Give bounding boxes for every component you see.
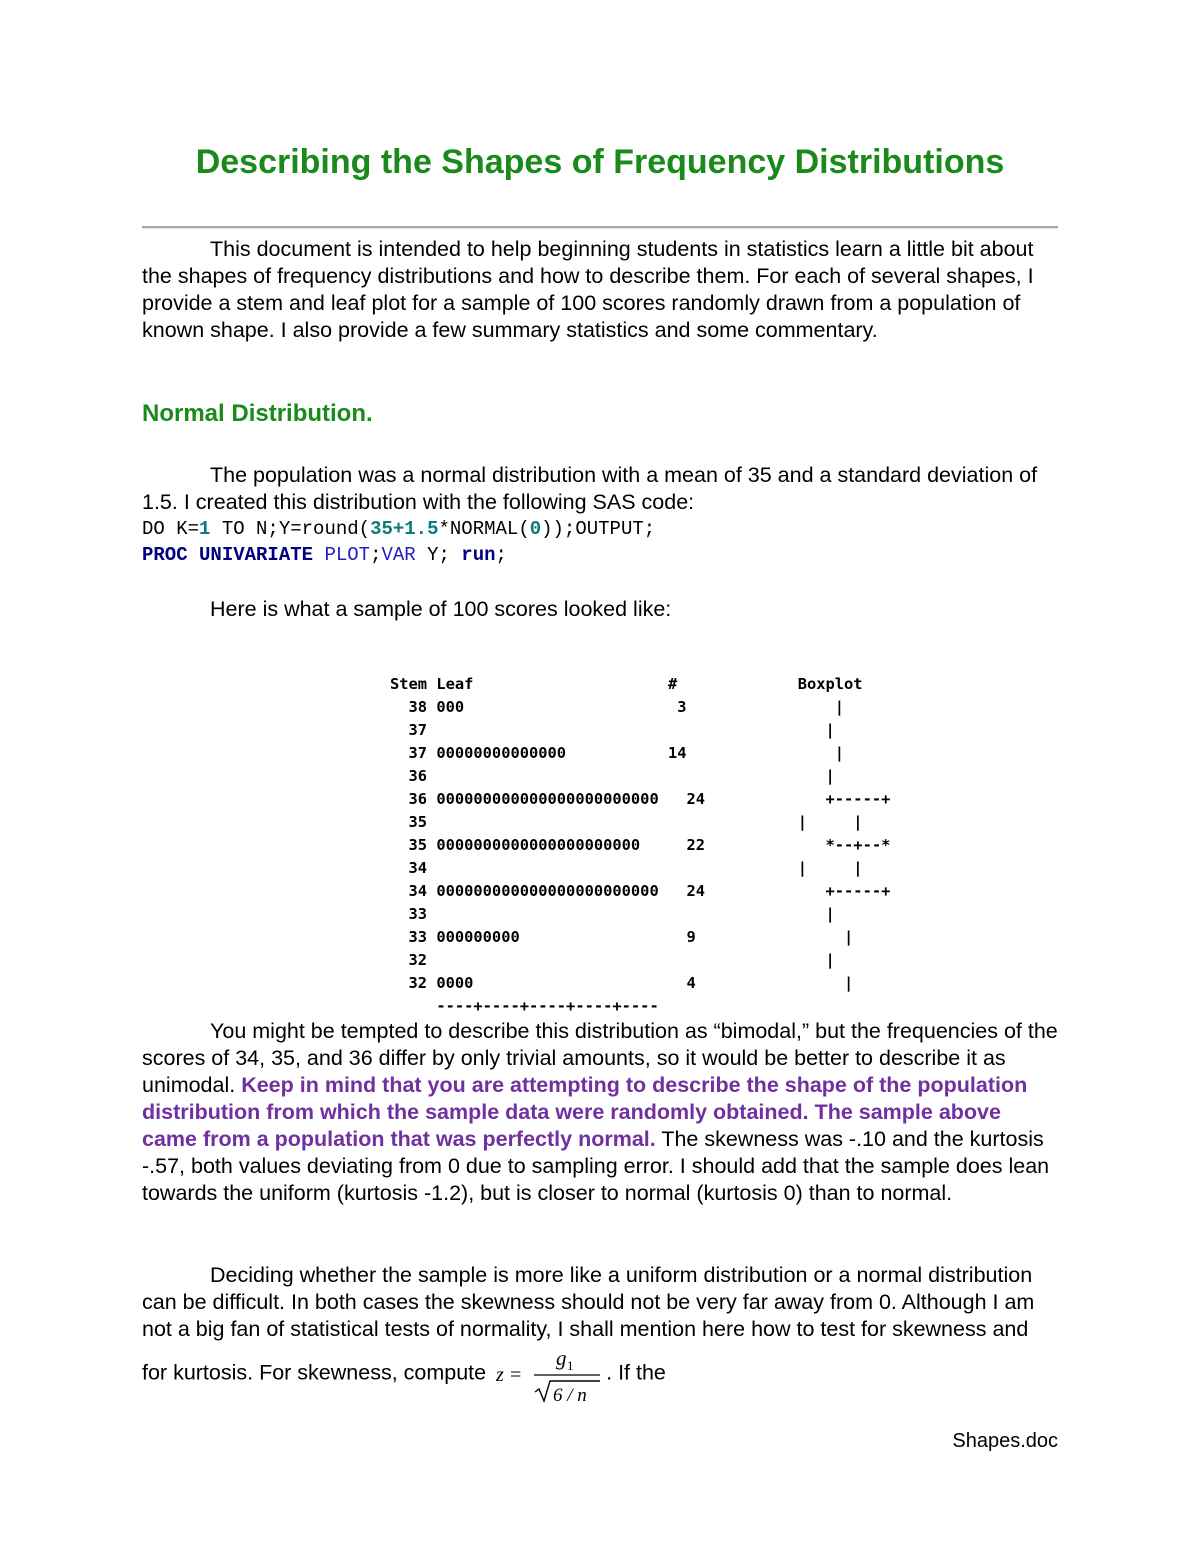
formula-lhs: z = xyxy=(496,1364,523,1386)
commentary-emphasis: Keep in mind that you are attempting to describe the shape of the population distribution from which the sample data were randomly obtained. The sample above came from a population that was perfectly normal. xyxy=(142,1073,1028,1151)
commentary-paragraph xyxy=(142,1018,1058,1207)
stem-leaf-row: 37 00000000000000 14 | xyxy=(390,744,845,762)
deciding-paragraph xyxy=(142,1262,1058,1405)
stem-leaf-axis: ----+----+----+----+---- xyxy=(390,997,659,1015)
population-text: The population was a normal distribution with a mean of 35 and a standard deviation of 1.5. I created this distribution with the following SAS code: xyxy=(142,463,1038,514)
intro-paragraph xyxy=(142,236,1058,344)
stem-leaf-row: 36 | xyxy=(390,767,835,785)
deciding-after: . If the xyxy=(606,1360,666,1385)
formula-subscript: 1 xyxy=(567,1358,574,1373)
stem-leaf-row: 32 | xyxy=(390,951,835,969)
sas-code-line-2: PROC UNIVARIATE PLOT;VAR Y; run; xyxy=(142,544,507,566)
stem-leaf-row: 35 | | xyxy=(390,813,863,831)
stem-leaf-row: 32 0000 4 | xyxy=(390,974,854,992)
stem-leaf-row: 34 000000000000000000000000 24 +-----+ xyxy=(390,882,891,900)
stem-leaf-row: 33 000000000 9 | xyxy=(390,928,854,946)
commentary-text-2: The skewness was -.10 and the kurtosis -.57, both values deviating from 0 due to sampling error. I should add that the sample does lean towards the uniform (kurtosis -1.2), but is closer to normal (kurtosis 0) than to normal. xyxy=(142,1127,1050,1205)
document-title: Describing the Shapes of Frequency Distributions xyxy=(195,143,1005,181)
sample-text: Here is what a sample of 100 scores looked like: xyxy=(210,597,672,621)
sample-paragraph xyxy=(142,596,1058,623)
stem-leaf-header: Stem Leaf # Boxplot xyxy=(390,675,863,693)
skewness-formula xyxy=(494,1343,606,1405)
stem-leaf-row: 36 000000000000000000000000 24 +-----+ xyxy=(390,790,891,808)
stem-leaf-row: 33 | xyxy=(390,905,835,923)
footer-filename: Shapes.doc xyxy=(952,1430,1058,1452)
sas-code-line-1: DO K=1 TO N;Y=round(35+1.5*NORMAL(0));OUTPUT; xyxy=(142,518,656,540)
stem-leaf-row: 37 | xyxy=(390,721,835,739)
formula-graphic xyxy=(494,1343,606,1405)
intro-text: This document is intended to help beginning students in statistics learn a little bit about the shapes of frequency distributions and how to describe them. For each of several shapes, I provide a stem and leaf plot for a sample of 100 scores randomly drawn from a population of known shape. I also provide a few summary statistics and some commentary. xyxy=(142,237,1034,342)
title-divider xyxy=(142,226,1058,229)
section-heading: Normal Distribution. xyxy=(142,400,373,427)
commentary-text-1: You might be tempted to describe this distribution as “bimodal,” but the frequencies of the scores of 34, 35, and 36 differ by only trivial amounts, so it would be better to describe it as unimodal. xyxy=(142,1019,1058,1097)
stem-leaf-plot xyxy=(390,673,890,1018)
deciding-text: Deciding whether the sample is more like a uniform distribution or a normal distribution can be difficult. In both cases the skewness should not be very far away from 0. Although I am not a big fan of statistical tests of normality, I shall mention here how to test for skewness and for kurtosis. For skewness, compute xyxy=(142,1263,1035,1385)
formula-radicand: 6 / n xyxy=(553,1385,587,1405)
stem-leaf-row: 38 000 3 | xyxy=(390,698,845,716)
formula-numerator: g xyxy=(556,1346,567,1370)
population-paragraph xyxy=(142,462,1058,516)
stem-leaf-row: 34 | | xyxy=(390,859,863,877)
stem-leaf-row: 35 0000000000000000000000 22 *--+--* xyxy=(390,836,891,854)
